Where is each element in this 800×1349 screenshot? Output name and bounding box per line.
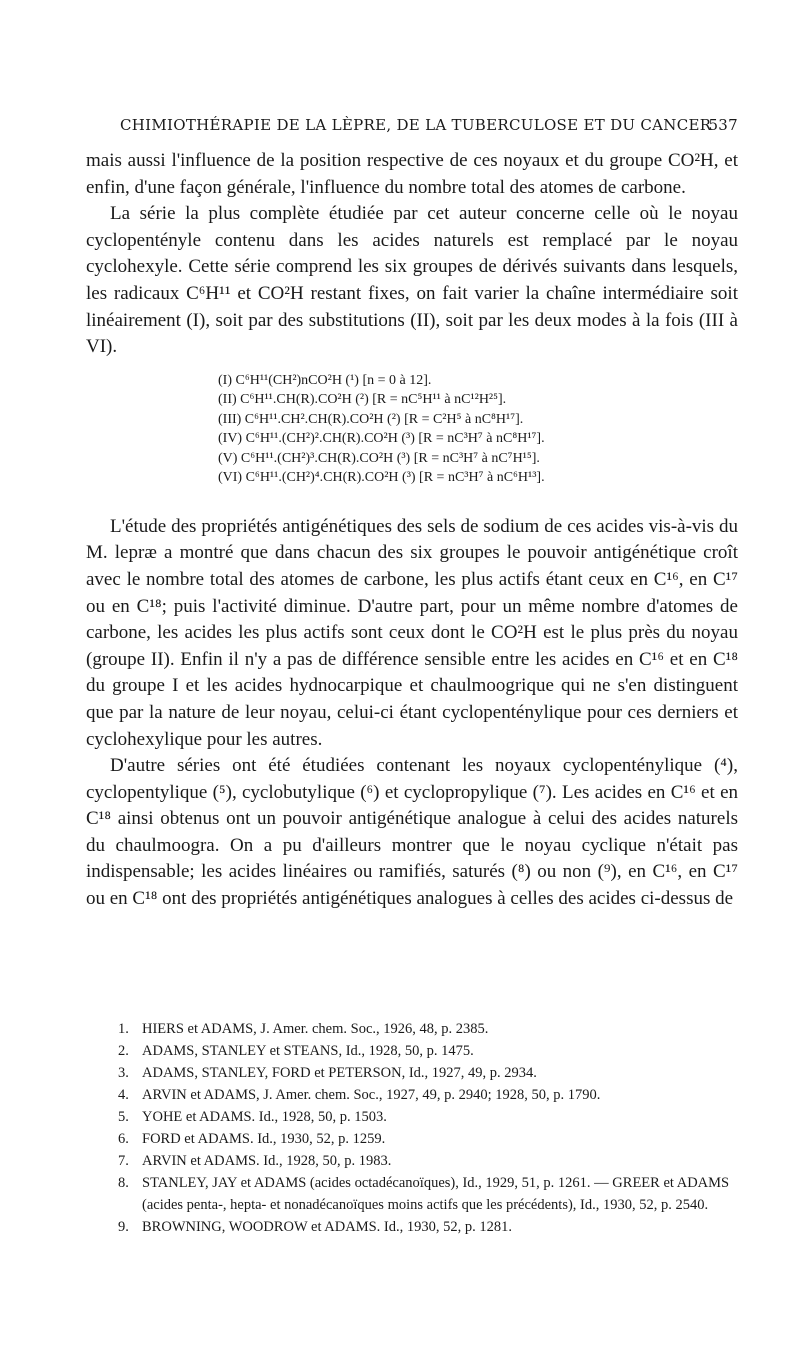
formula-line: (IV) C⁶H¹¹.(CH²)².CH(R).CO²H (³) [R = nC³H⁷ à nC⁸H¹⁷]. [218, 431, 545, 447]
header-title: CHIMIOTHÉRAPIE DE LA LÈPRE, DE LA TUBERCULOSE ET DU CANCER [120, 116, 712, 134]
footnote-text: ADAMS, STANLEY et STEANS, Id., 1928, 50, p. 1475. [142, 1043, 474, 1059]
footnote-text: ARVIN et ADAMS, J. Amer. chem. Soc., 1927, 49, p. 2940; 1928, 50, p. 1790. [142, 1087, 601, 1103]
footnote [118, 1018, 738, 1040]
footnote [118, 1062, 738, 1084]
paragraph-4: D'autre séries ont été étudiées contenant les noyaux cyclopenténylique (⁴), cyclopentylique (⁵), cyclobutylique (⁶) et cyclopropylique (⁷). Les acides en C¹⁶ et en C¹⁸ ainsi obtenus ont un pouvoir antigénétique analogue à celui des acides naturels du chaulmoogra. On a pu d'ailleurs montrer que le noyau cyclique n'était pas indispensable; les acides linéaires ou ramifiés, saturés (⁸) ou non (⁹), en C¹⁶, en C¹⁷ ou en C¹⁸ ont des propriétés antigénétiques analogues à celles des acides ci-dessus de [86, 755, 738, 910]
footnote-number: 3. [118, 1065, 129, 1081]
formula-line: (III) C⁶H¹¹.CH².CH(R).CO²H (²) [R = C²H⁵ à nC⁸H¹⁷]. [218, 411, 524, 427]
main-text [86, 148, 738, 913]
footnote [118, 1172, 738, 1216]
footnote-text: FORD et ADAMS. Id., 1930, 52, p. 1259. [142, 1131, 386, 1147]
footnote-number: 8. [118, 1175, 129, 1191]
formula-line: (V) C⁶H¹¹.(CH²)³.CH(R).CO²H (³) [R = nC³H⁷ à nC⁷H¹⁵]. [218, 450, 540, 466]
footnote-number: 9. [118, 1219, 129, 1235]
footnote-number: 7. [118, 1153, 129, 1169]
formula-line: (I) C⁶H¹¹(CH²)nCO²H (¹) [n = 0 à 12]. [218, 372, 432, 388]
footnote-number: 2. [118, 1043, 129, 1059]
footnote [118, 1084, 738, 1106]
footnote [118, 1040, 738, 1062]
footnote-text: HIERS et ADAMS, J. Amer. chem. Soc., 1926, 48, p. 2385. [142, 1021, 489, 1037]
formula-line: (II) C⁶H¹¹.CH(R).CO²H (²) [R = nC⁵H¹¹ à nC¹²H²⁵]. [218, 392, 507, 408]
formula-list [86, 371, 738, 488]
formula-line: (VI) C⁶H¹¹.(CH²)⁴.CH(R).CO²H (³) [R = nC³H⁷ à nC⁶H¹³]. [218, 470, 545, 486]
footnote-number: 6. [118, 1131, 129, 1147]
footnote [118, 1216, 738, 1238]
footnote-number: 5. [118, 1109, 129, 1125]
footnote-number: 1. [118, 1021, 129, 1037]
footnote [118, 1106, 738, 1128]
page-number: 537 [708, 116, 738, 134]
footnote-text: YOHE et ADAMS. Id., 1928, 50, p. 1503. [142, 1109, 387, 1125]
paragraph-2: La série la plus complète étudiée par cet auteur concerne celle où le noyau cyclopentényle contenu dans les acides naturels est remplacé par le noyau cyclohexyle. Cette série comprend les six groupes de dérivés suivants dans lesquels, les radicaux C⁶H¹¹ et CO²H restant fixes, on fait varier la chaîne intermédiaire soit linéairement (I), soit par des substitutions (II), soit par les deux modes à la fois (III à VI). [86, 203, 738, 358]
footnote [118, 1150, 738, 1172]
footnote-text: ADAMS, STANLEY, FORD et PETERSON, Id., 1927, 49, p. 2934. [142, 1065, 537, 1081]
footnote [118, 1128, 738, 1150]
footnote-text: BROWNING, WOODROW et ADAMS. Id., 1930, 52, p. 1281. [142, 1219, 513, 1235]
paragraph-3: L'étude des propriétés antigénétiques des sels de sodium de ces acides vis-à-vis du M. lepræ a montré que dans chacun des six groupes le pouvoir antigénétique croît avec le nombre total des atomes de carbone, les plus actifs étant ceux en C¹⁶, en C¹⁷ ou en C¹⁸; puis l'activité diminue. D'autre part, pour un même nombre d'atomes de carbone, les acides les plus actifs sont ceux dont le CO²H est le plus près du noyau (groupe II). Enfin il n'y a pas de différence sensible entre les acides en C¹⁶ et en C¹⁸ du groupe I et les acides hydnocarpique et chaulmoogrique qui ne s'en distinguent que par la nature de leur noyau, celui-ci étant cyclopenténylique pour ces derniers et cyclohexylique pour les autres. [86, 515, 738, 750]
footnote-text: ARVIN et ADAMS. Id., 1928, 50, p. 1983. [142, 1153, 392, 1169]
footnote-text: STANLEY, JAY et ADAMS (acides octadécanoïques), Id., 1929, 51, p. 1261. — GREER et ADAMS (acides penta-, hepta- et nonadécanoïques moins actifs que les précédents), Id., 1930, 52, p. 2540. [142, 1175, 730, 1213]
footnotes [86, 1018, 738, 1238]
paragraph-1: mais aussi l'influence de la position respective de ces noyaux et du groupe CO²H, et enfin, d'une façon générale, l'influence du nombre total des atomes de carbone. [86, 150, 738, 198]
footnote-number: 4. [118, 1087, 129, 1103]
